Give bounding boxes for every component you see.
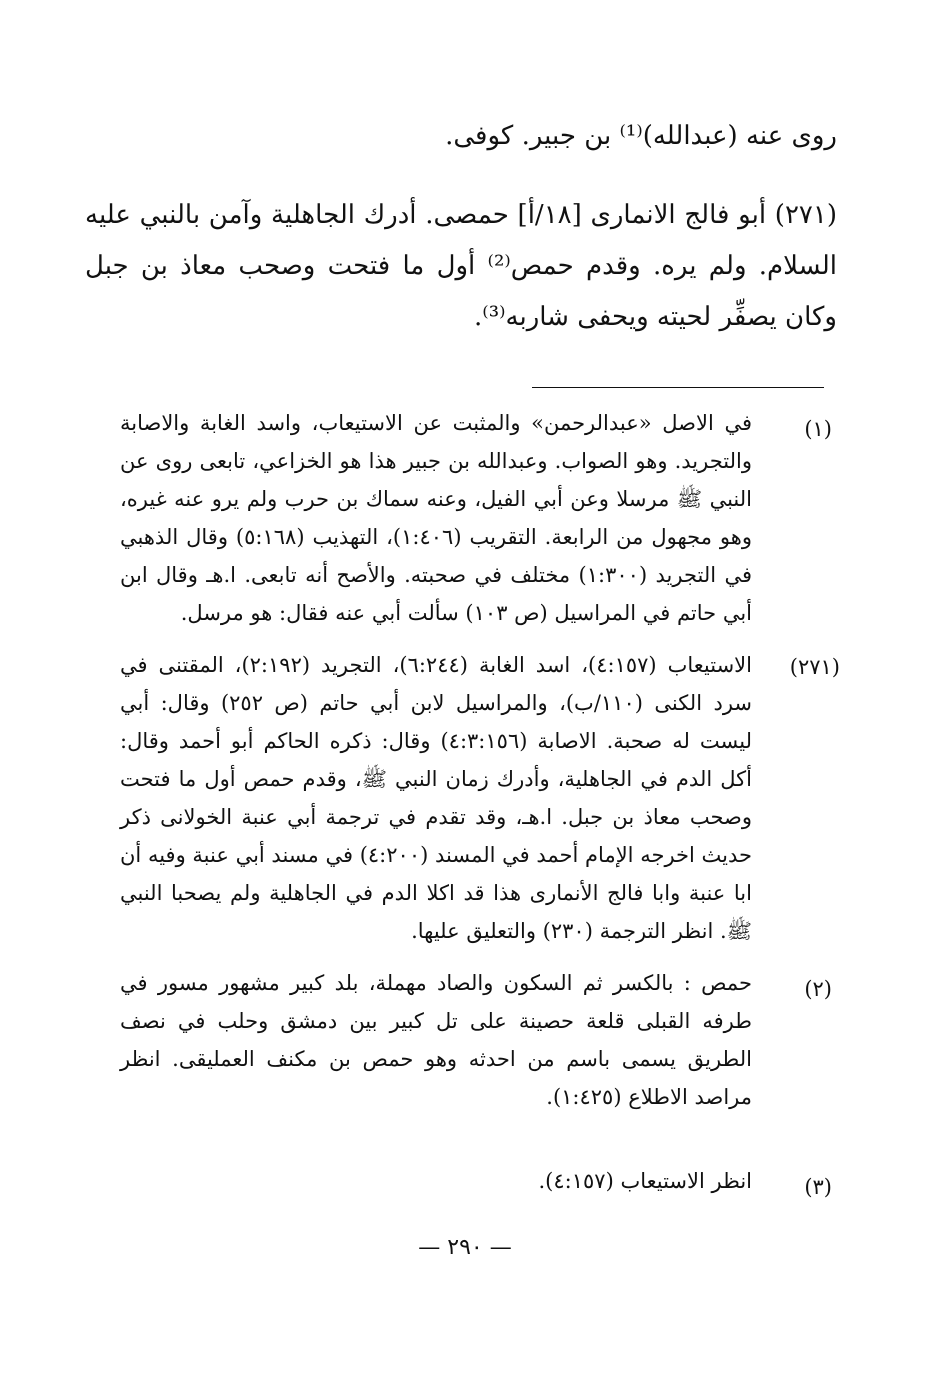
footnote-text: انظر الاستيعاب (٤:١٥٧). [538,1169,752,1193]
footnote-number: (٢٧١) [789,655,840,679]
footnote-text: في الاصل «عبدالرحمن» والمثبت عن الاستيعاب، واسد الغابة والاصابة والتجريد. وهو الصواب. وعبدالله بن جبير هذا هو الخزاعي، تابعى روى عن النبي ﷺ مرسلا وعن أبي الفيل، وعنه سماك بن حرب ولم يرو عنه غيره، وهو مجهول من الرابعة. التقريب (١:٤٠٦)، التهذيب (٥:١٦٨) وقال الذهبي في التجريد (١:٣٠٠) مختلف في صحبته. والأصح أنه تابعى. ا.هـ وقال ابن أبي حاتم في المراسيل (ص ١٠٣) سألت أبي عنه فقال: هو مرسل. [120,411,752,625]
footnote-number: (٢) [804,977,832,1001]
footnote-number: (١) [804,417,832,441]
footnote-number: (٣) [804,1175,832,1199]
footnote-text: حمص : بالكسر ثم السكون والصاد مهملة، بلد كبير مشهور مسور في طرفه القبلى قلعة حصينة على تل كبير بين دمشق وحلب في نصف الطريق يسمى باسم من احدثه وهو حمص بن مكنف العمليقى. انظر مراصد الاطلاع (١:٤٢٥). [120,971,752,1109]
footnote-separator [532,387,824,388]
entry-271-paragraph: (٢٧١) أبو فالج الانمارى [١٨/أ] حمصى. أدرك الجاهلية وآمن بالنبي عليه السلام. ولم يره. وقدم حمص⁽²⁾ أول ما فتحت وصحب معاذ بن جبل وكان يصفِّر لحيته ويحفى شاربه⁽³⁾. [85,200,837,332]
page-number: — ٢٩٠ — [418,1235,512,1260]
footnote-text: الاستيعاب (٤:١٥٧)، اسد الغابة (٦:٢٤٤)، التجريد (٢:١٩٢)، المقتنى في سرد الكنى (١١٠/ب)، والمراسيل لابن أبي حاتم (ص ٢٥٢) وقال: أبي ليست له صحبة. الاصابة (٤:٣:١٥٦) وقال: ذكره الحاكم أبو أحمد وقال: أكل الدم في الجاهلية، وأدرك زمان النبي ﷺ، وقدم حمص أول ما فتحت وصحب معاذ بن جبل. ا.هـ، وقد تقدم في ترجمة أبي عنبة الخولانى ذكر حديث اخرجه الإمام أحمد في المسند (٤:٢٠٠) في مسند أبي عنبة وفيه أن ابا عنبة وابا فالج الأنمارى هذا قد اكلا الدم في الجاهلية ولم يصحبا النبي ﷺ. انظر الترجمة (٢٣٠) والتعليق عليها. [120,653,753,943]
narrator-line: روى عنه (عبدالله)⁽¹⁾ بن جبير. كوفى. [445,121,837,151]
